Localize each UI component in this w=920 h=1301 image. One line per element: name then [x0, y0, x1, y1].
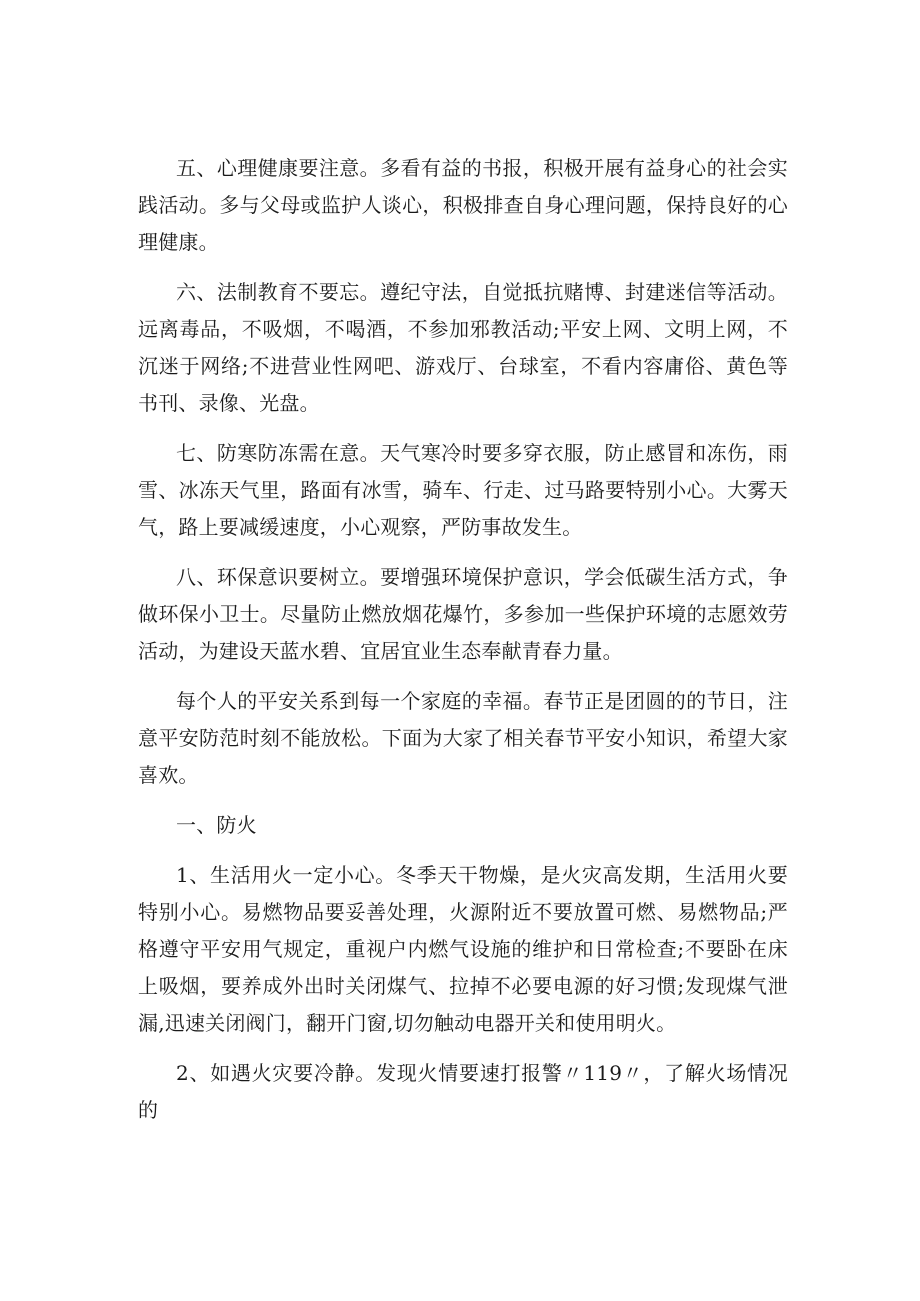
paragraph-legal-education: 六、法制教育不要忘。遵纪守法，自觉抵抗赌博、封建迷信等活动。远离毒品，不吸烟，不喝酒，不参加邪教活动;平安上网、文明上网，不沉迷于网络;不进营业性网吧、游戏厅、台球室，不看内容庸俗、黄色等书刊、录像、光盘。	[138, 280, 788, 415]
paragraph-mental-health: 五、心理健康要注意。多看有益的书报，积极开展有益身心的社会实践活动。多与父母或监护人谈心，积极排查自身心理问题，保持良好的心理健康。	[138, 156, 788, 254]
section-heading-fire-prevention: 一、防火	[176, 813, 257, 837]
paragraph-fire-use-caution: 1、生活用火一定小心。冬季天干物燥，是火灾高发期，生活用火要特别小心。易燃物品要妥善处理，火源附近不要放置可燃、易燃物品;严格遵守平安用气规定，重视户内燃气设施的维护和日常检查;不要卧在床上吸烟，要养成外出时关闭煤气、拉掉不必要电源的好习惯;发现煤气泄漏,迅速关闭阀门，翻开门窗,切勿触动电器开关和使用明火。	[138, 863, 788, 1035]
document-body	[138, 150, 788, 1142]
paragraph-cold-protection: 七、防寒防冻需在意。天气寒冷时要多穿衣服，防止感冒和冻伤，雨雪、冰冻天气里，路面有冰雪，骑车、行走、过马路要特别小心。大雾天气，路上要减缓速度，小心观察，严防事故发生。	[138, 441, 788, 539]
paragraph-environmental-awareness: 八、环保意识要树立。要增强环境保护意识，学会低碳生活方式，争做环保小卫士。尽量防止燃放烟花爆竹，多参加一些保护环境的志愿效劳活动，为建设天蓝水碧、宜居宜业生态奉献青春力量。	[138, 565, 788, 663]
paragraph-spring-festival-intro: 每个人的平安关系到每一个家庭的幸福。春节正是团圆的的节日，注意平安防范时刻不能放松。下面为大家了相关春节平安小知识，希望大家喜欢。	[138, 689, 788, 787]
paragraph-fire-emergency: 2、如遇火灾要冷静。发现火情要速打报警〃119〃，了解火场情况的	[138, 1061, 788, 1122]
